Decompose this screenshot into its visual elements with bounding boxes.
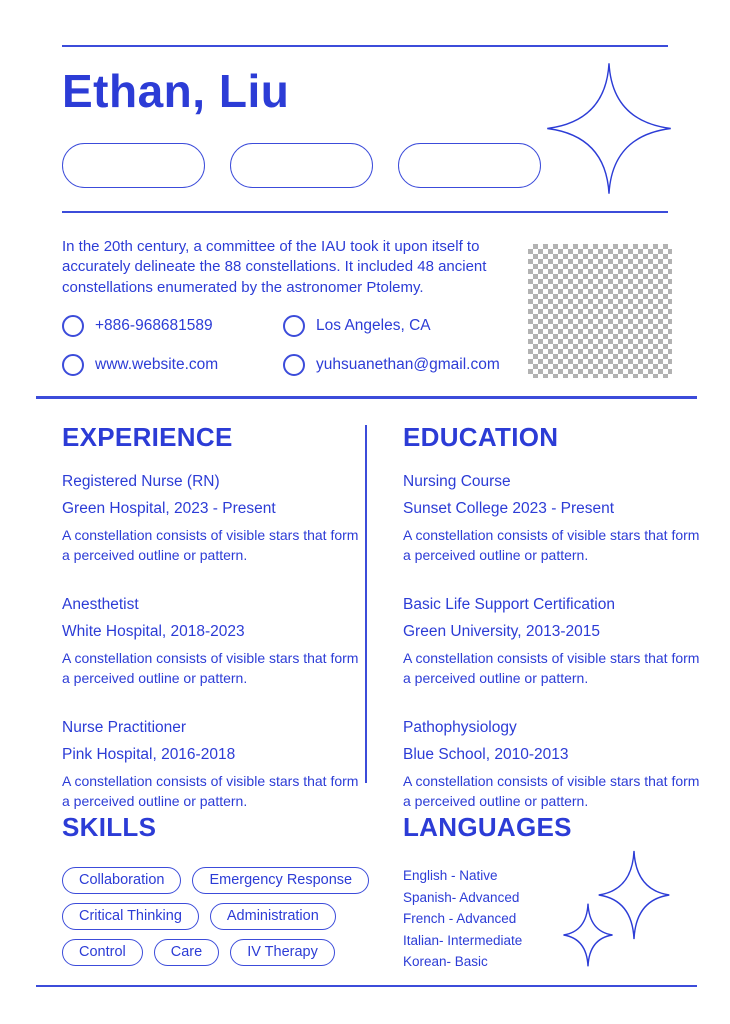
- entry-desc: A constellation consists of visible stars that form a perceived outline or pattern.: [403, 773, 700, 809]
- header-pill-row: [62, 143, 541, 188]
- experience-entry: [62, 596, 360, 688]
- bottom-divider: [36, 985, 697, 987]
- education-entry: [403, 719, 701, 811]
- language-item: English - Native: [403, 868, 498, 883]
- skill-pill: Emergency Response: [192, 867, 369, 894]
- entry-role: Nurse Practitioner: [62, 719, 187, 737]
- entry-desc: A constellation consists of visible stars that form a perceived outline or pattern.: [403, 527, 700, 563]
- entry-org: Green University, 2013-2015: [403, 623, 601, 641]
- website-text: www.website.com: [95, 356, 219, 373]
- entry-desc: A constellation consists of visible stars that form a perceived outline or pattern.: [62, 773, 359, 809]
- contact-phone: [62, 315, 283, 337]
- language-item: French - Advanced: [403, 911, 517, 926]
- location-icon: [283, 315, 305, 337]
- education-entry: [403, 596, 701, 688]
- email-icon: [283, 354, 305, 376]
- location-text: Los Angeles, CA: [316, 317, 431, 334]
- entry-org: Blue School, 2010-2013: [403, 746, 569, 764]
- experience-heading: EXPERIENCE: [62, 422, 233, 452]
- entry-desc: A constellation consists of visible stars that form a perceived outline or pattern.: [62, 650, 359, 686]
- globe-icon: [62, 354, 84, 376]
- contact-row: [62, 354, 500, 376]
- skill-pill: IV Therapy: [230, 939, 335, 966]
- experience-entry: [62, 719, 360, 811]
- sparkle-icon: [546, 62, 672, 195]
- experience-section: [62, 422, 360, 843]
- language-item: Spanish- Advanced: [403, 889, 520, 905]
- entry-role: Anesthetist: [62, 596, 139, 614]
- skill-pill: Control: [62, 939, 143, 966]
- top-divider: [62, 45, 668, 47]
- education-section: [403, 422, 701, 843]
- entry-role: Basic Life Support Certification: [403, 596, 615, 614]
- skills-section: [62, 812, 374, 966]
- skill-pill: Care: [154, 939, 219, 966]
- entry-desc: A constellation consists of visible stars that form a perceived outline or pattern.: [62, 527, 359, 563]
- header-divider: [62, 211, 668, 213]
- column-divider: [365, 425, 367, 783]
- candidate-name: Ethan, Liu: [62, 65, 290, 117]
- contact-website: [62, 354, 283, 376]
- sparkle-icon: [563, 903, 613, 967]
- email-text: yuhsuanethan@gmail.com: [316, 356, 500, 373]
- skill-pill: Critical Thinking: [62, 903, 199, 930]
- entry-role: Registered Nurse (RN): [62, 473, 220, 490]
- header-pill: [230, 143, 373, 188]
- contact-location: [283, 315, 431, 337]
- entry-role: Nursing Course: [403, 473, 511, 490]
- entry-role: Pathophysiology: [403, 719, 517, 737]
- language-item: Italian- Intermediate: [403, 932, 523, 948]
- skill-pill: Collaboration: [62, 867, 181, 894]
- header-pill: [62, 143, 205, 188]
- education-entry: [403, 473, 701, 565]
- skills-heading: SKILLS: [62, 812, 157, 842]
- entry-org: Sunset College 2023 - Present: [403, 500, 615, 517]
- entry-desc: A constellation consists of visible stars that form a perceived outline or pattern.: [403, 650, 700, 686]
- phone-icon: [62, 315, 84, 337]
- entry-org: Green Hospital, 2023 - Present: [62, 500, 276, 517]
- language-item: Korean- Basic: [403, 954, 488, 969]
- phone-number: +886-968681589: [95, 317, 213, 334]
- skill-pill: Administration: [210, 903, 336, 930]
- entry-org: Pink Hospital, 2016-2018: [62, 746, 236, 764]
- contact-email: [283, 354, 500, 376]
- entry-org: White Hospital, 2018-2023: [62, 623, 245, 641]
- header-pill: [398, 143, 541, 188]
- experience-entry: [62, 473, 360, 565]
- skills-pill-list: [62, 867, 374, 966]
- languages-heading: LANGUAGES: [403, 812, 572, 842]
- education-heading: EDUCATION: [403, 422, 559, 452]
- contact-row: [62, 315, 431, 337]
- photo-placeholder: [528, 244, 672, 378]
- profile-summary: In the 20th century, a committee of the IAU took it upon itself to accurately delineate the 88 constellations. It included 48 ancient constellations enumerated by the astronomer Ptolemy.: [62, 238, 487, 296]
- section-divider: [36, 396, 697, 399]
